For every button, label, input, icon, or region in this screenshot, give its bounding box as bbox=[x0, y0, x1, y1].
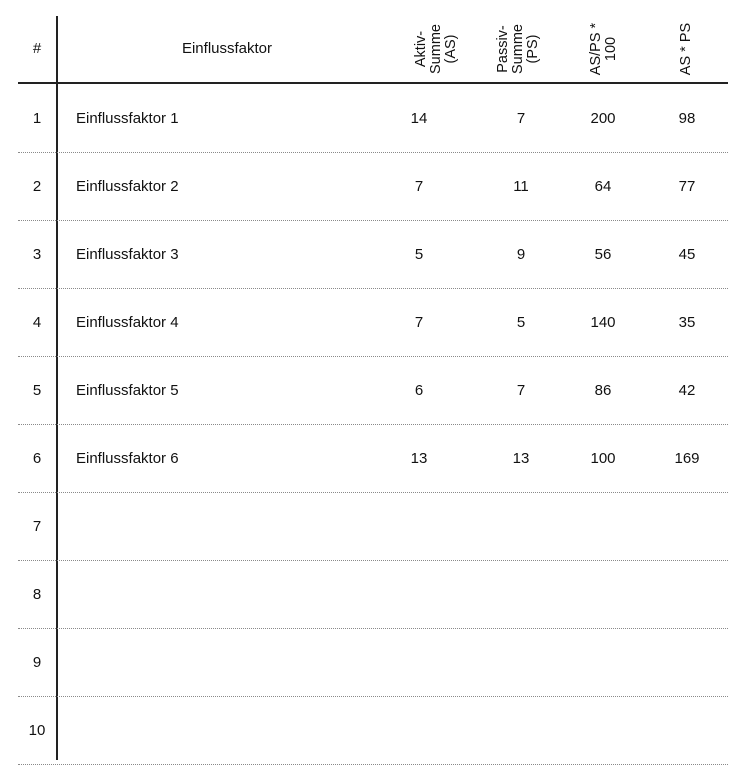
row-active-sum: 7 bbox=[414, 313, 424, 331]
row-number: 1 bbox=[32, 109, 42, 127]
table-row bbox=[18, 220, 728, 289]
row-active-sum bbox=[398, 560, 440, 628]
row-number: 2 bbox=[32, 177, 42, 195]
row-number: 3 bbox=[32, 245, 42, 263]
header-ratio-line-1: AS/PS * bbox=[588, 22, 604, 76]
row-number: 6 bbox=[32, 449, 42, 467]
row-ratio: 140 bbox=[590, 313, 616, 331]
row-passive-sum bbox=[500, 492, 542, 560]
header-passive-sum bbox=[496, 18, 541, 80]
row-active-sum bbox=[398, 628, 440, 696]
row-number: 4 bbox=[32, 313, 42, 331]
row-passive-sum: 11 bbox=[513, 177, 529, 195]
row-product: 45 bbox=[678, 245, 696, 263]
row-number: 9 bbox=[32, 653, 42, 671]
table-row bbox=[18, 424, 728, 493]
row-factor-name: Einflussfaktor 3 bbox=[76, 245, 179, 263]
row-active-sum: 7 bbox=[414, 177, 424, 195]
header-product-line-1: AS * PS bbox=[678, 22, 694, 76]
header-factor: Einflussfaktor bbox=[181, 40, 273, 57]
row-factor-name bbox=[76, 492, 376, 560]
table-row bbox=[18, 152, 728, 221]
row-factor-name bbox=[76, 696, 376, 764]
row-active-sum: 14 bbox=[410, 109, 428, 127]
row-ratio: 100 bbox=[590, 449, 616, 467]
row-ratio: 64 bbox=[594, 177, 612, 195]
row-product bbox=[666, 492, 708, 560]
header-active-sum bbox=[414, 18, 459, 80]
row-ratio: 56 bbox=[594, 245, 612, 263]
header-ratio bbox=[589, 18, 619, 80]
table-row bbox=[18, 356, 728, 425]
row-active-sum bbox=[398, 696, 440, 764]
row-passive-sum bbox=[500, 560, 542, 628]
row-ratio bbox=[580, 560, 626, 628]
row-product: 77 bbox=[678, 177, 696, 195]
row-passive-sum: 5 bbox=[516, 313, 526, 331]
row-passive-sum bbox=[500, 696, 542, 764]
header-passive-sum-line-2: Summe bbox=[510, 24, 526, 74]
row-factor-name: Einflussfaktor 1 bbox=[76, 109, 179, 127]
row-number: 8 bbox=[32, 585, 42, 603]
row-factor-name: Einflussfaktor 2 bbox=[76, 177, 179, 195]
row-number: 10 bbox=[28, 721, 46, 739]
header-active-sum-line-3: (AS) bbox=[443, 34, 459, 64]
header-ratio-line-2: 100 bbox=[603, 36, 619, 62]
table-row bbox=[18, 84, 728, 153]
row-factor-name bbox=[76, 628, 376, 696]
header-passive-sum-line-1: Passiv- bbox=[495, 25, 511, 73]
table-row bbox=[18, 492, 728, 561]
row-number: 5 bbox=[32, 381, 42, 399]
table-row bbox=[18, 696, 728, 765]
header-passive-sum-line-3: (PS) bbox=[525, 34, 541, 64]
row-active-sum: 6 bbox=[414, 381, 424, 399]
row-product: 98 bbox=[678, 109, 696, 127]
row-active-sum bbox=[398, 492, 440, 560]
row-product: 169 bbox=[674, 449, 700, 467]
row-product: 42 bbox=[678, 381, 696, 399]
table-row bbox=[18, 560, 728, 629]
row-active-sum: 5 bbox=[414, 245, 424, 263]
header-active-sum-line-1: Aktiv- bbox=[413, 30, 429, 68]
row-passive-sum: 7 bbox=[516, 381, 526, 399]
row-product bbox=[666, 560, 708, 628]
row-product bbox=[666, 696, 708, 764]
header-number: # bbox=[32, 40, 42, 57]
row-product: 35 bbox=[678, 313, 696, 331]
header-product bbox=[679, 18, 694, 80]
row-passive-sum: 13 bbox=[512, 449, 530, 467]
row-factor-name bbox=[76, 560, 376, 628]
row-active-sum: 13 bbox=[410, 449, 428, 467]
row-ratio bbox=[580, 492, 626, 560]
table-row bbox=[18, 288, 728, 357]
row-ratio bbox=[580, 628, 626, 696]
row-ratio: 200 bbox=[590, 109, 616, 127]
row-number: 7 bbox=[32, 517, 42, 535]
row-product bbox=[666, 628, 708, 696]
header-active-sum-line-2: Summe bbox=[428, 24, 444, 74]
row-factor-name: Einflussfaktor 6 bbox=[76, 449, 179, 467]
row-passive-sum: 9 bbox=[516, 245, 526, 263]
row-passive-sum: 7 bbox=[516, 109, 526, 127]
row-factor-name: Einflussfaktor 5 bbox=[76, 381, 179, 399]
row-ratio bbox=[580, 696, 626, 764]
table-row bbox=[18, 628, 728, 697]
row-passive-sum bbox=[500, 628, 542, 696]
row-factor-name: Einflussfaktor 4 bbox=[76, 313, 179, 331]
row-ratio: 86 bbox=[594, 381, 612, 399]
